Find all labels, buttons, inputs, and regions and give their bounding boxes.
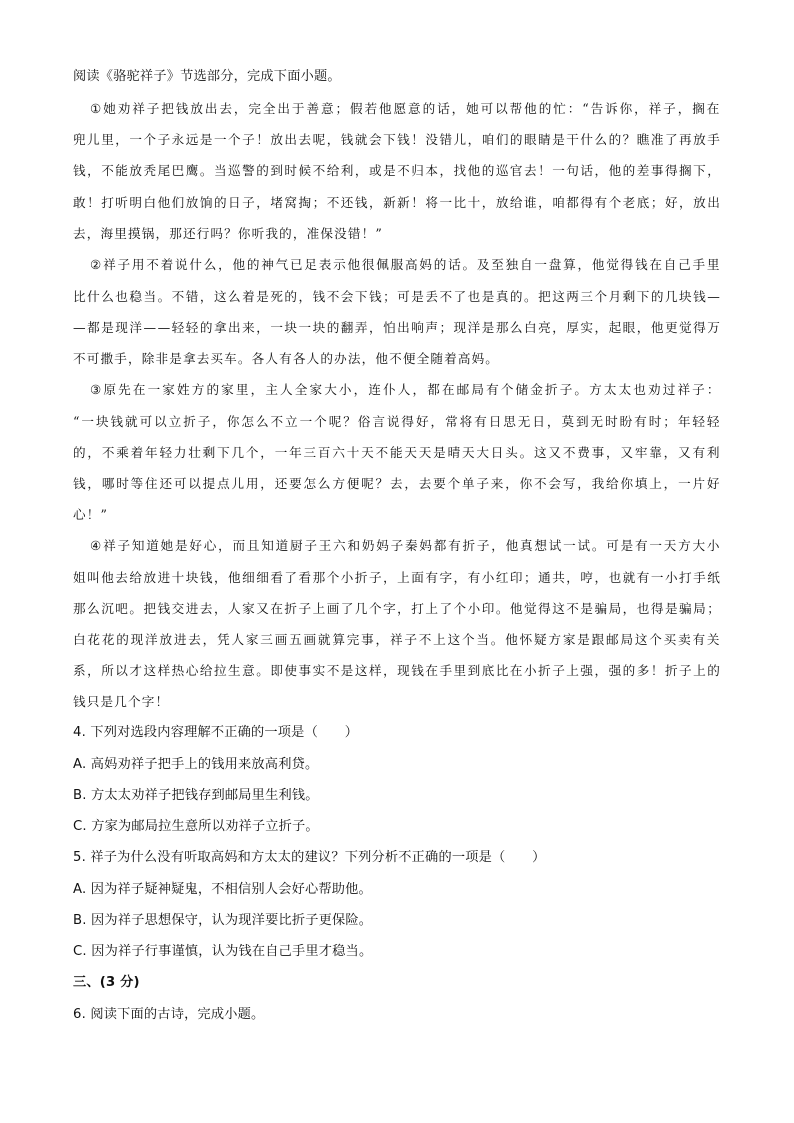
passage-line: 的 ， 不 乘 着 年 轻 力 壮 剩 下 几 个 ， 一 年 三 百 六 十 天 不 能 天 天 是 晴 天 大 日 头 。 这 又 不 费 事 ， 又 牢 靠 ， 又 有 利 [73, 445, 721, 460]
question-4-stem: 4. 下列对选段内容理解不正确的一项是（ ） [73, 725, 359, 740]
passage-line: 去，海里摸锅，那还行吗？你听我的，准保没错！” [73, 226, 383, 241]
passage-line: ③ 原 先 在 一 家 姓 方 的 家 里 ， 主 人 全 家 大 小 ， 连 仆 人 ， 都 在 邮 局 有 个 储 金 折 子 。 方 太 太 也 劝 过 祥 子 ： [90, 382, 721, 397]
question-5-option-b: B. 因为祥子思想保守，认为现洋要比折子更保险。 [73, 913, 373, 928]
question-6-stem: 6. 阅读下面的古诗，完成小题。 [73, 1007, 265, 1022]
passage-line: 姐 叫 他 去 给 放 进 十 块 钱 ， 他 细 细 看 了 看 那 个 小 折 子 ， 上 面 有 字 ， 有 小 红 印 ； 通 共 ， 哼 ， 也 就 有 一 小 打 手 纸 [73, 570, 721, 585]
passage-line: 心！” [73, 507, 109, 522]
passage-line: 不可撒手，除非是拿去买车。各人有各人的办法，他不便全随着高妈。 [73, 351, 500, 366]
question-5-option-c: C. 因为祥子行事谨慎，认为钱在自己手里才稳当。 [73, 944, 373, 959]
question-4-option-c: C. 方家为邮局拉生意所以劝祥子立折子。 [73, 819, 319, 834]
passage-line: 钱 ， 不 能 放 秃 尾 巴 鹰 。 当 巡 警 的 到 时 候 不 给 利 ， 或 是 不 归 本 ， 找 他 的 巡 官 去 ！ 一 句 话 ， 他 的 差 事 得 搁 下 ， [73, 163, 721, 178]
passage-line: 那 么 沉 吧 。 把 钱 交 进 去 ， 人 家 又 在 折 子 上 画 了 几 个 字 ， 打 上 了 个 小 印 。 他 觉 得 这 不 是 骗 局 ， 也 得 是 骗 局 ； [73, 601, 721, 616]
passage-line: 敢 ！ 打 听 明 白 他 们 放 饷 的 日 子 ， 堵 窝 掏 ； 不 还 钱 ， 新 新 ！ 将 一 比 十 ， 放 给 谁 ， 咱 都 得 有 个 老 底 ； 好 ， 放 出 [73, 195, 721, 210]
passage-line: — 都 是 现 洋 — — 轻 轻 的 拿 出 来 ， 一 块 一 块 的 翻 弄 ， 怕 出 响 声 ； 现 洋 是 那 么 白 亮 ， 厚 实 ， 起 眼 ， 他 更 觉 得 万 [73, 320, 721, 335]
passage-line: 白 花 花 的 现 洋 放 进 去 ， 凭 人 家 三 画 五 画 就 算 完 事 ， 祥 子 不 上 这 个 当 。 他 怀 疑 方 家 是 跟 邮 局 这 个 买 卖 有 关 [73, 632, 721, 647]
passage-line: ④ 祥 子 知 道 她 是 好 心 ， 而 且 知 道 厨 子 王 六 和 奶 妈 子 秦 妈 都 有 折 子 ， 他 真 想 试 一 试 。 可 是 有 一 天 方 大 小 [90, 538, 721, 553]
passage-line: ② 祥 子 用 不 着 说 什 么 ， 他 的 神 气 已 足 表 示 他 很 佩 服 高 妈 的 话 。 及 至 独 自 一 盘 算 ， 他 觉 得 钱 在 自 己 手 里 [90, 257, 721, 272]
question-4-option-b: B. 方太太劝祥子把钱存到邮局里生利钱。 [73, 788, 319, 803]
passage-line: 钱 ， 哪 时 等 住 还 可 以 提 点 儿 用 ， 还 要 怎 么 方 便 呢 ？ 去 ， 去 要 个 单 子 来 ， 你 不 会 写 ， 我 给 你 填 上 ， 一 片 好 [73, 476, 721, 491]
passage-line: ① 她 劝 祥 子 把 钱 放 出 去 ， 完 全 出 于 善 意 ； 假 若 他 愿 意 的 话 ， 她 可 以 帮 他 的 忙 ： “ 告 诉 你 ， 祥 子 ， 搁 在 [90, 101, 721, 116]
passage-line: 钱只是几个字！ [73, 694, 170, 709]
question-4-option-a: A. 高妈劝祥子把手上的钱用来放高利贷。 [73, 757, 319, 772]
passage-line: 系 ， 所 以 才 这 样 热 心 给 拉 生 意 。 即 使 事 实 不 是 这 样 ， 现 钱 在 手 里 到 底 比 在 小 折 子 上 强 ， 强 的 多 ！ 折 子 上 的 [73, 663, 721, 678]
question-5-option-a: A. 因为祥子疑神疑鬼，不相信别人会好心帮助他。 [73, 882, 372, 897]
section-3-title: 三、(3 分) [73, 975, 140, 990]
passage-line: 比 什 么 也 稳 当 。 不 错 ， 这 么 着 是 死 的 ， 钱 不 会 下 钱 ； 可 是 丢 不 了 也 是 真 的 。 把 这 两 三 个 月 剩 下 的 几 块 钱 — [73, 289, 721, 304]
passage-line: “ 一 块 钱 就 可 以 立 折 子 ， 你 怎 么 不 立 一 个 呢 ？ 俗 言 说 得 好 ， 常 将 有 日 思 无 日 ， 莫 到 无 时 盼 有 时 ； 年 轻 轻 [73, 414, 721, 429]
passage-line: 兜 儿 里 ， 一 个 子 永 远 是 一 个 子 ！ 放 出 去 呢 ， 钱 就 会 下 钱 ！ 没 错 儿 ， 咱 们 的 眼 睛 是 干 什 么 的 ？ 瞧 准 了 再 放 手 [73, 132, 721, 147]
question-5-stem: 5. 祥子为什么没有听取高妈和方太太的建议？下列分析不正确的一项是（ ） [73, 850, 546, 865]
passage-intro: 阅读《骆驼祥子》节选部分，完成下面小题。 [73, 69, 341, 84]
